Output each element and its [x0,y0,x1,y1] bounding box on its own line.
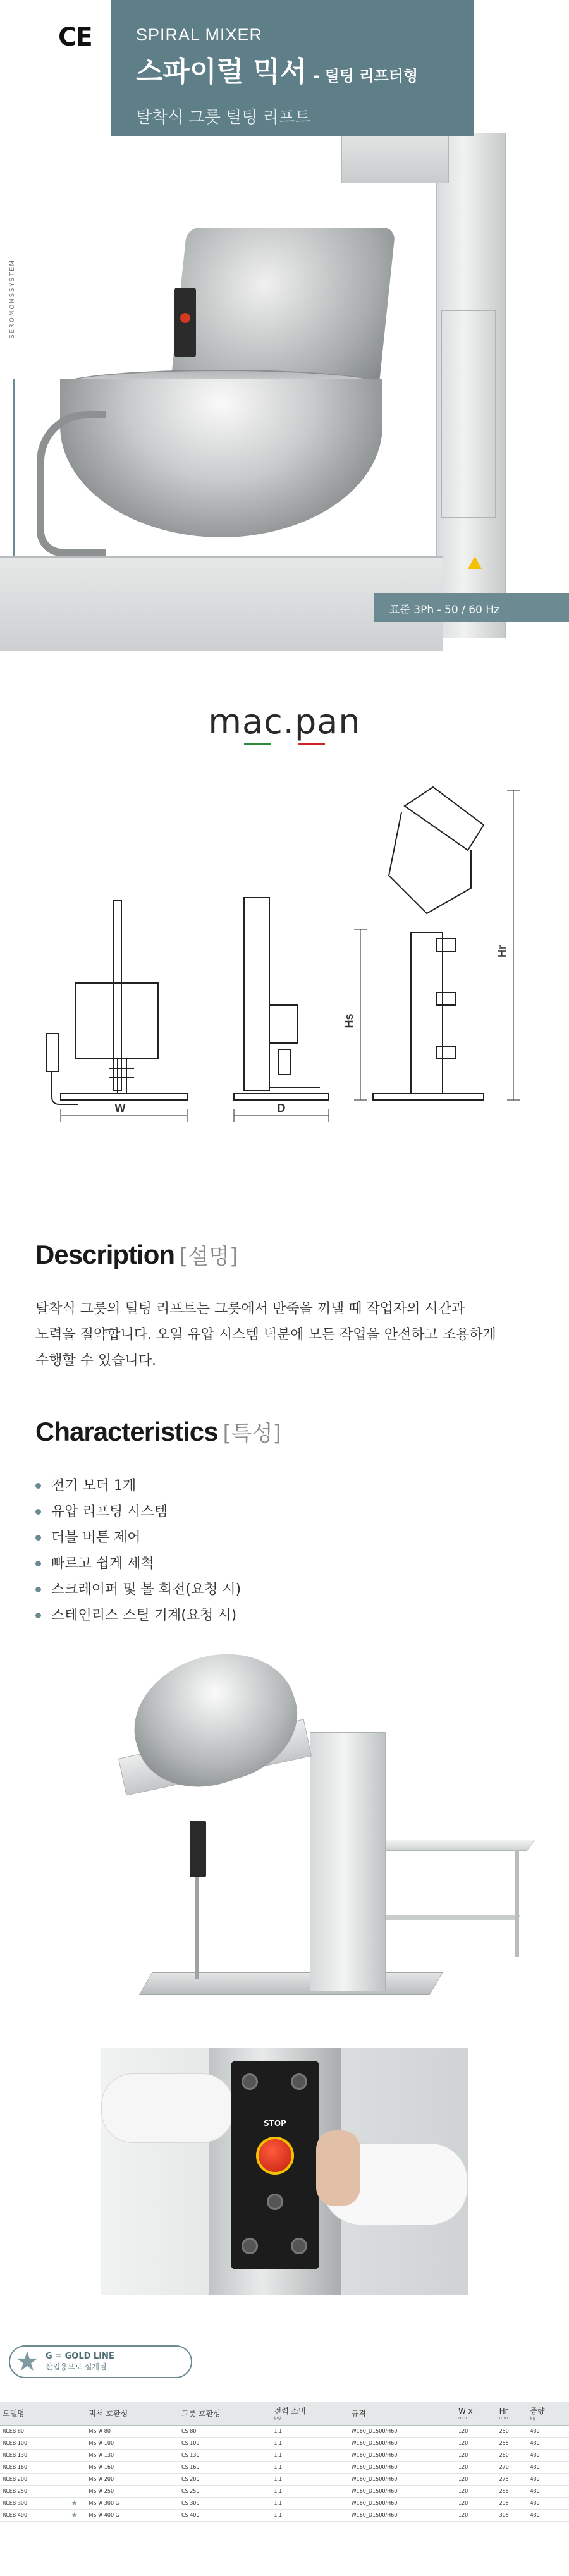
flag-red [298,743,325,745]
header-label: 규격 [351,2409,366,2419]
characteristics-title-en: Characteristics [35,1417,218,1446]
brand-vertical-text: SEROMONSSYSTEM [9,259,16,339]
ce-mark: CE [58,23,92,52]
dim-label-hr: Hr [496,944,508,958]
description-title [35,1239,238,1270]
logo-text: mac.pan [208,702,361,742]
table-cell: MSPA 80 [86,2425,179,2437]
description-line: 탈착식 그릇의 틸팅 리프트는 그릇에서 반죽을 꺼낼 때 작업자의 시간과 [35,1301,465,1317]
table-cell: 430 [527,2461,569,2473]
table-cell: MSPA 160 [86,2461,179,2473]
gold-line-title: G = GOLD LINE [46,2352,114,2361]
table-cell: 1.1 [272,2437,349,2449]
table-cell: RCEB 200 [0,2473,63,2485]
list-item [35,1473,241,1499]
table-cell: CS 300 [179,2497,272,2509]
gold-line-badge [9,2345,192,2378]
mixer-arm [341,133,449,183]
table-cell: 285 [497,2485,528,2497]
lift-tower [310,1732,386,1991]
table-cell: 120 [456,2473,497,2485]
lift-base [139,1972,443,1995]
mixer-tower-panel [441,310,496,518]
spec-table [0,2402,569,2522]
table-cell: RCEB 300 [0,2497,63,2509]
table-cell: 1.1 [272,2497,349,2509]
list-item-label: 스테인리스 스틸 기계(요청 시) [51,1608,237,1623]
header-unit: kW [274,2416,281,2422]
operator-hand [316,2130,360,2206]
table-cell: 430 [527,2449,569,2461]
table-cell: 120 [456,2497,497,2509]
table-row [0,2509,569,2521]
table-body [0,2425,569,2521]
table-cell: 120 [456,2449,497,2461]
bullet-icon [35,1613,41,1618]
header-label: Hr [499,2406,508,2415]
list-item [35,1525,241,1551]
description-line: 수행할 수 있습니다. [35,1353,156,1369]
header-label: 전력 소비 [274,2407,306,2416]
gold-line-text [46,2352,114,2372]
table-header-cell [349,2402,456,2425]
header-label: 믹서 호환성 [89,2409,128,2419]
table-cell: 1.1 [272,2461,349,2473]
work-table-shelf [371,1915,520,1920]
gold-line-star-cell [63,2425,87,2437]
bullet-icon [35,1535,41,1541]
bullet-icon [35,1483,41,1489]
gold-line-star-cell [63,2437,87,2449]
table-cell: 1.1 [272,2425,349,2437]
table-cell: 270 [497,2461,528,2473]
table-cell: 255 [497,2437,528,2449]
table-header-cell [272,2402,349,2425]
mixer-bowl [60,379,382,537]
side-view [234,898,329,1100]
table-header-cell [456,2402,497,2425]
table-cell: 120 [456,2425,497,2437]
stop-label: STOP [264,2119,286,2128]
table-cell: CS 80 [179,2425,272,2437]
gold-line-star-cell [63,2461,87,2473]
table-header-row [0,2402,569,2425]
header-unit: kg [530,2416,535,2422]
brand-logo [0,702,569,745]
table-cell: 120 [456,2461,497,2473]
work-table-leg [515,1850,519,1957]
gold-line-star-cell [63,2449,87,2461]
italian-flag-stripe [244,743,325,745]
gold-line-star-cell: ★ [63,2497,87,2509]
list-item [35,1551,241,1577]
table-cell: 295 [497,2497,528,2509]
table-row [0,2485,569,2497]
table-cell: RCEB 80 [0,2425,63,2437]
dimension-diagram [0,768,569,1198]
tilted-view [373,787,484,1100]
table-cell: CS 250 [179,2485,272,2497]
bullet-icon [35,1587,41,1592]
bullet-icon [35,1561,41,1566]
product-photo-tilted [95,1618,525,2023]
power-spec-bar: 표준 3Ph - 50 / 60 Hz [374,593,569,622]
list-item [35,1499,241,1525]
flag-white [271,743,298,745]
dim-label-w: W [114,1102,126,1114]
table-row [0,2473,569,2485]
table-cell: RCEB 160 [0,2461,63,2473]
table-cell: W160_D1500/H60 [349,2509,456,2521]
list-item-label: 더블 버튼 제어 [51,1530,141,1546]
table-row [0,2461,569,2473]
title-korean [136,49,474,89]
list-item-label: 빠르고 쉽게 세척 [51,1556,154,1572]
table-cell: 1.1 [272,2485,349,2497]
table-cell: W160_D1500/H60 [349,2497,456,2509]
table-cell: 430 [527,2437,569,2449]
table-cell: CS 160 [179,2461,272,2473]
table-cell: 1.1 [272,2473,349,2485]
description-body [35,1296,541,1374]
table-cell: MSPA 130 [86,2449,179,2461]
operator-arm [101,2073,234,2143]
table-header-cell [179,2402,272,2425]
table-cell: CS 400 [179,2509,272,2521]
panel-button [242,2073,258,2090]
table-cell: RCEB 100 [0,2437,63,2449]
table-cell: 430 [527,2485,569,2497]
dimension-drawing [0,768,569,1198]
table-cell: W160_D1500/H60 [349,2461,456,2473]
characteristics-title [35,1416,281,1447]
table-cell: CS 130 [179,2449,272,2461]
table-cell: 120 [456,2437,497,2449]
flag-green [244,743,271,745]
dim-label-hs: Hs [343,1013,355,1029]
table-cell: RCEB 130 [0,2449,63,2461]
list-item-label: 전기 모터 1개 [51,1478,137,1494]
front-view [47,901,187,1104]
emergency-stop-button [256,2137,294,2175]
table-cell: 120 [456,2485,497,2497]
panel-button [267,2194,283,2210]
header-label: 중량 [530,2407,545,2416]
characteristics-title-ko: [특성] [223,1421,281,1446]
subtitle: 탈착식 그릇 틸팅 리프트 [136,108,310,127]
mixer-control-button [180,313,190,323]
list-item-label: 유압 리프팅 시스템 [51,1504,168,1520]
header-unit: mm [499,2415,508,2420]
table-header-cell [527,2402,569,2425]
table-header-cell [86,2402,179,2425]
table-cell: CS 100 [179,2437,272,2449]
hero-section [0,0,569,657]
control-pole [195,1877,199,1979]
table-header-cell [0,2402,63,2425]
table-cell: RCEB 400 [0,2509,63,2521]
table-cell: MSPA 300 G [86,2497,179,2509]
table-cell: 120 [456,2509,497,2521]
panel-button [242,2238,258,2254]
table-cell: 430 [527,2473,569,2485]
table-cell: W160_D1500/H60 [349,2473,456,2485]
table-cell: MSPA 400 G [86,2509,179,2521]
table-header-cell [63,2402,87,2425]
table-cell: 1.1 [272,2449,349,2461]
description-title-ko: [설명] [180,1244,238,1269]
characteristics-list [35,1473,241,1628]
header-unit: mm [458,2415,467,2420]
description-title-en: Description [35,1240,175,1269]
table-cell: 305 [497,2509,528,2521]
header-label: W x [458,2406,473,2415]
star-icon [16,2351,38,2372]
table-row [0,2497,569,2509]
table-cell: 275 [497,2473,528,2485]
table-row [0,2425,569,2437]
list-item [35,1577,241,1602]
title-english: SPIRAL MIXER [136,25,263,44]
list-item-label: 스크레이퍼 및 볼 회전(요청 시) [51,1582,242,1597]
dim-label-d: D [277,1102,286,1114]
gold-line-star-cell: ★ [63,2509,87,2521]
description-line: 노력을 절약합니다. 오일 유압 시스템 덕분에 모든 작업을 안전하고 조용하게 [35,1327,496,1343]
bullet-icon [35,1509,41,1515]
table-cell: RCEB 250 [0,2485,63,2497]
table-cell: 260 [497,2449,528,2461]
title-korean-main: 스파이럴 믹서 [136,56,307,88]
table-row [0,2449,569,2461]
mixer-bowl-handle [37,411,106,556]
table-cell: 250 [497,2425,528,2437]
table-cell: 430 [527,2425,569,2437]
gold-line-star-cell [63,2485,87,2497]
gold-line-star-cell [63,2473,87,2485]
title-box [111,0,474,136]
table-header-cell [497,2402,528,2425]
table-cell: MSPA 200 [86,2473,179,2485]
table-row [0,2437,569,2449]
table-cell: 430 [527,2509,569,2521]
table-cell: MSPA 250 [86,2485,179,2497]
header-label: 모델명 [3,2409,25,2419]
table-cell: MSPA 100 [86,2437,179,2449]
header-label: 그릇 호환성 [181,2409,221,2419]
gold-line-desc: 산업용으로 설계됨 [46,2362,107,2371]
control-box [190,1821,206,1877]
table-cell: W160_D1500/H60 [349,2449,456,2461]
table-cell: 1.1 [272,2509,349,2521]
table-cell: CS 200 [179,2473,272,2485]
panel-button [291,2073,307,2090]
control-panel-photo [101,2048,468,2295]
table-cell: W160_D1500/H60 [349,2425,456,2437]
table-cell: W160_D1500/H60 [349,2485,456,2497]
panel-button [291,2238,307,2254]
table-cell: W160_D1500/H60 [349,2437,456,2449]
table-cell: 430 [527,2497,569,2509]
title-korean-sub: - 틸팅 리프터형 [313,67,419,85]
